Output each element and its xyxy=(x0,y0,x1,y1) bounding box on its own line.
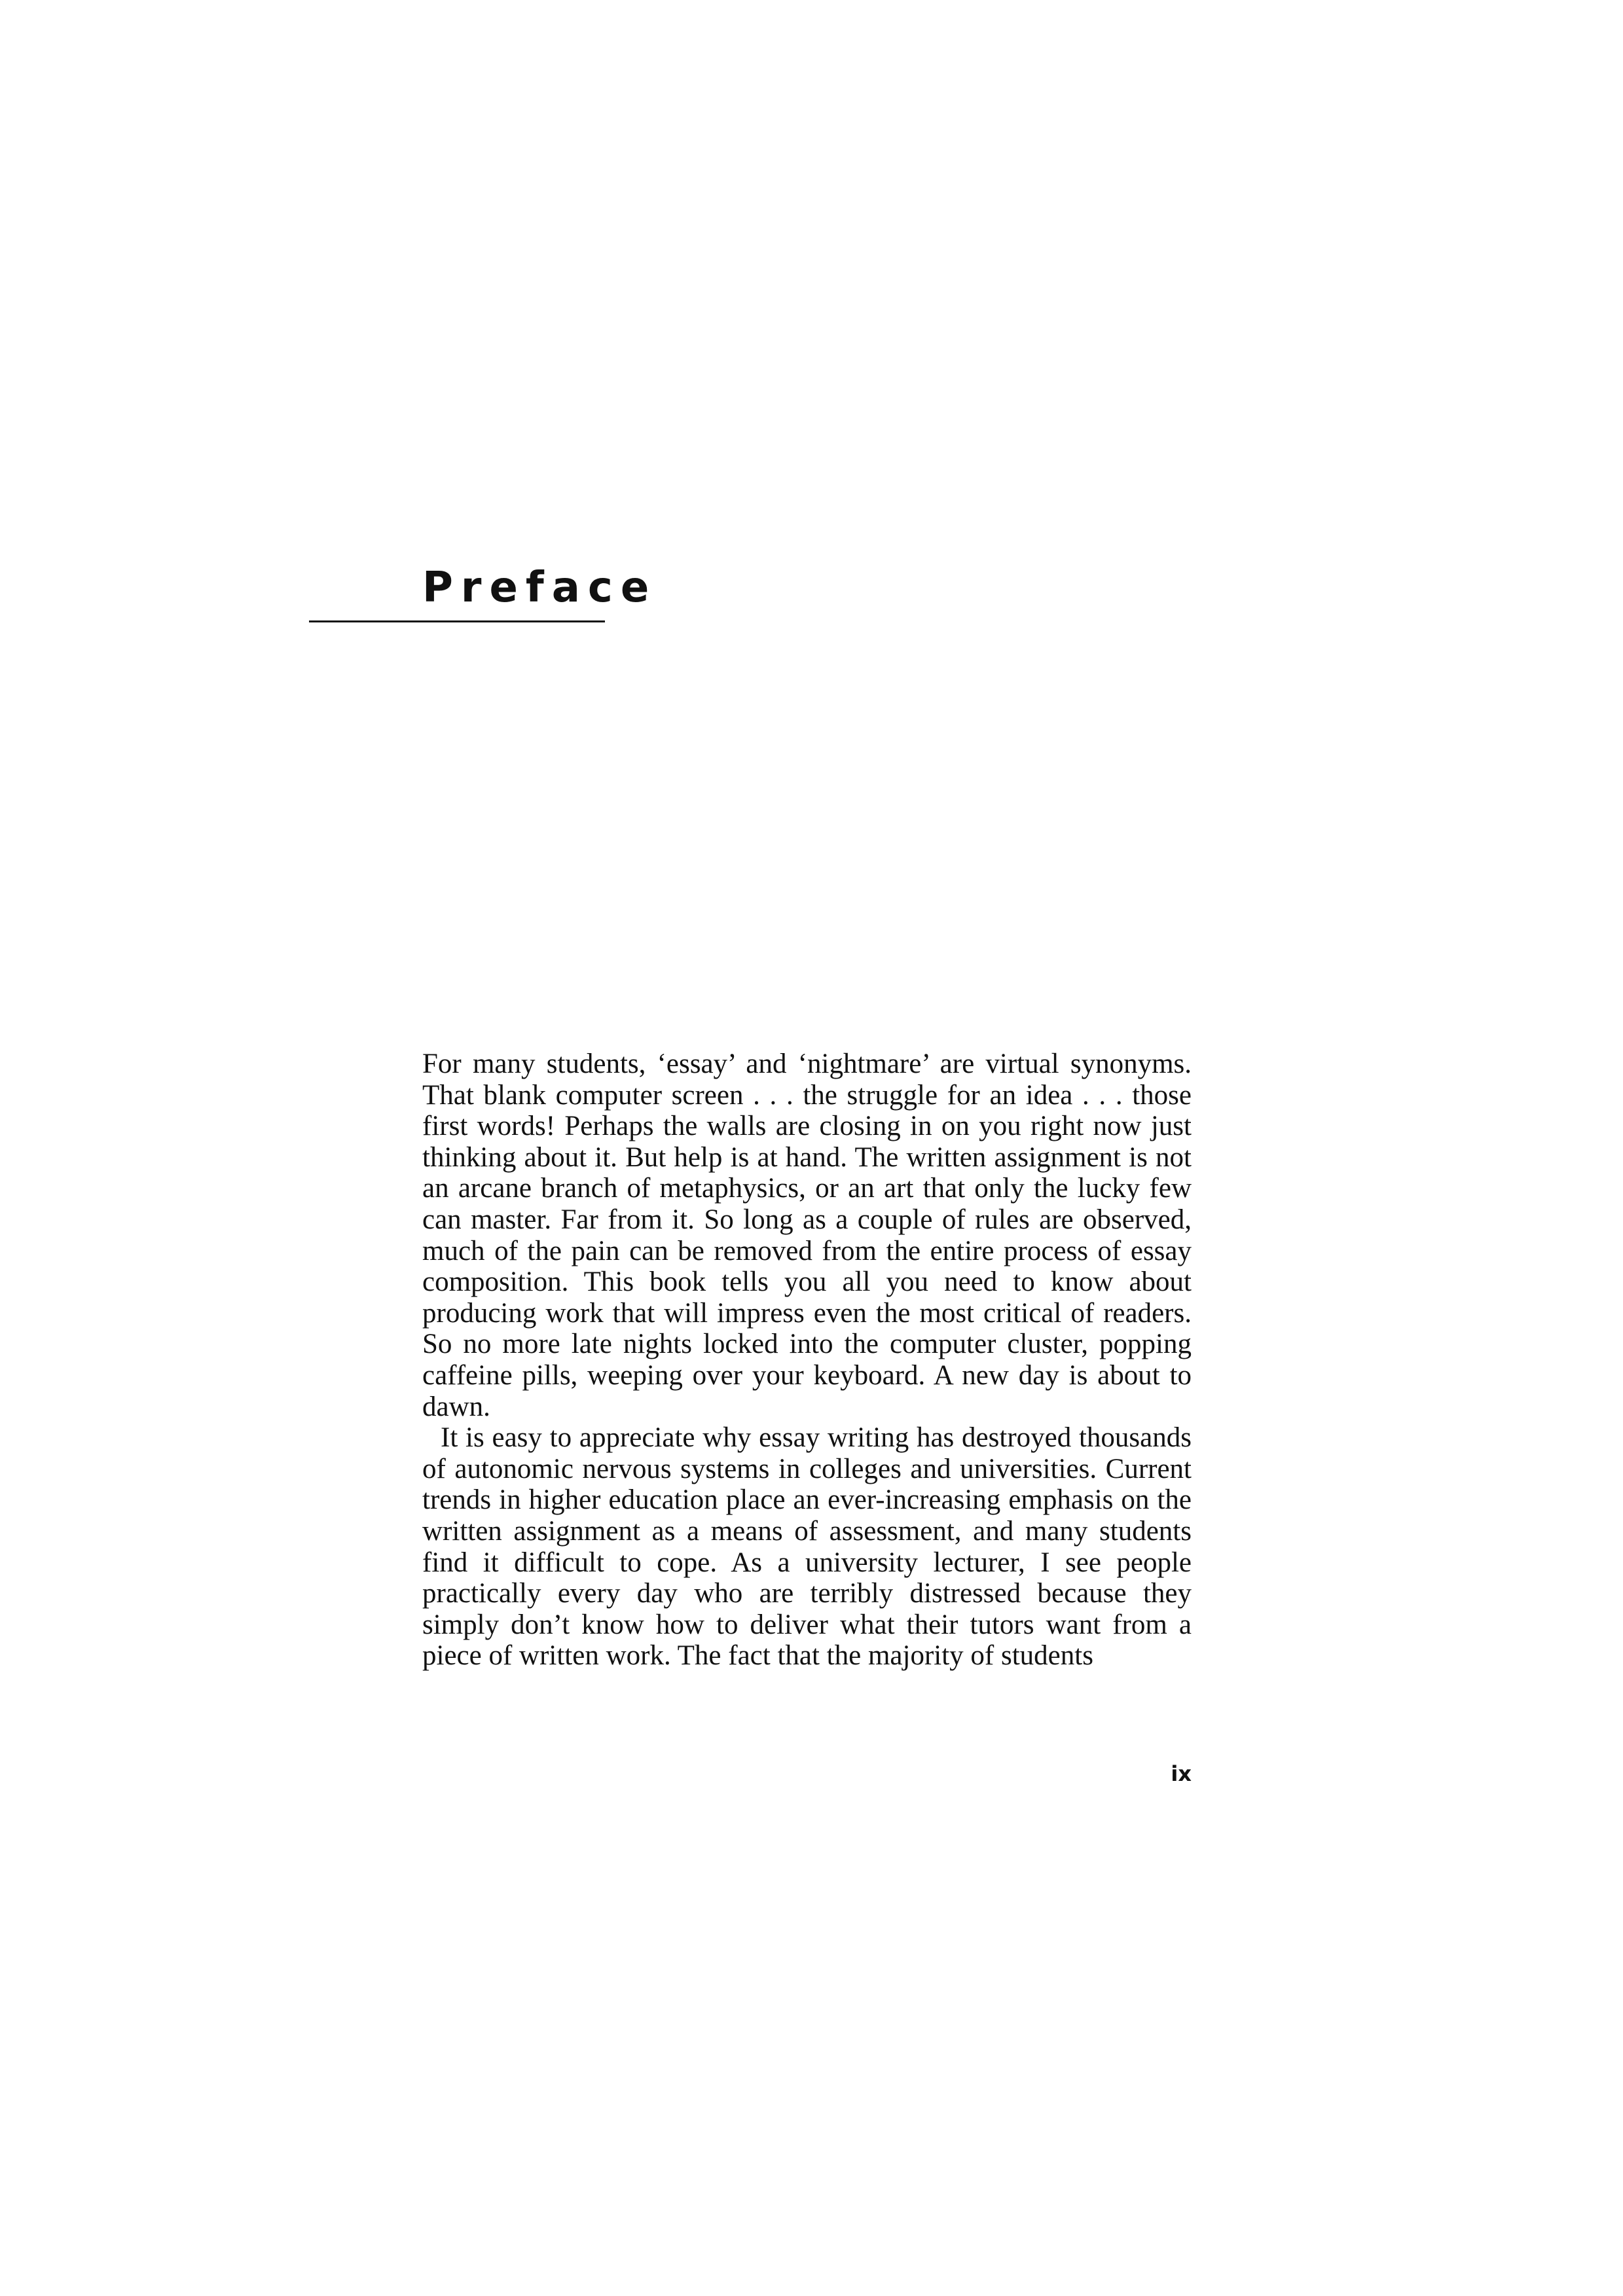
paragraph-1: For many students, ‘essay’ and ‘nightmare’ are virtual synonyms. That blank computer screen . . . the struggle for an idea . . . those first words! Perhaps the walls are closing in on you right now just thinking about it. But help is at hand. The written assignment is not an arcane branch of metaphysics, or an art that only the lucky few can master. Far from it. So long as a couple of rules are observed, much of the pain can be removed from the entire process of essay composition. This book tells you all you need to know about producing work that will impress even the most critical of readers. So no more late nights locked into the computer cluster, popping caffeine pills, weeping over your keyboard. A new day is about to dawn. xyxy=(422,1049,1192,1422)
paragraph-2: It is easy to appreciate why essay writing has destroyed thousands of autonomic nervous systems in colleges and universities. Current trends in higher education place an ever-increasing emphasis on the written assignment as a means of assessment, and many students find it difficult to cope. As a university lecturer, I see people practically every day who are terribly distressed because they simply don’t know how to deliver what their tutors want from a piece of written work. The fact that the majority of students xyxy=(422,1422,1192,1672)
page-number: ix xyxy=(1171,1761,1192,1786)
body-text xyxy=(422,1049,1192,1672)
heading-rule xyxy=(309,620,605,622)
chapter-heading: Preface xyxy=(422,564,657,612)
